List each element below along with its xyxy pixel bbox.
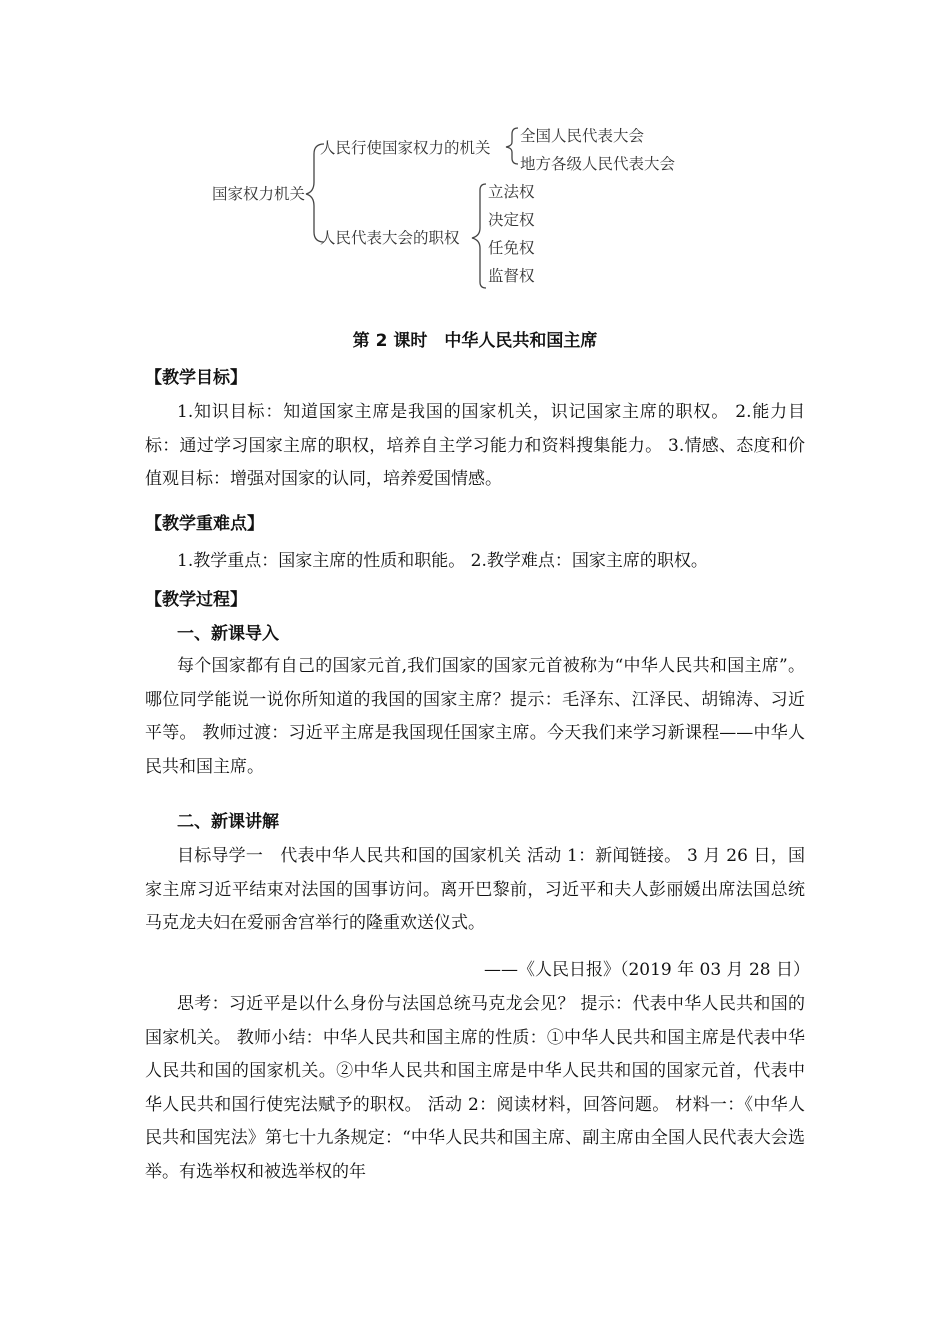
- lecture-heading: 二、新课讲解: [177, 812, 279, 832]
- key-points-text: 1.教学重点：国家主席的性质和职能。 2.教学难点：国家主席的职权。: [177, 551, 708, 571]
- diagram-branch2-item: 任免权: [488, 239, 535, 257]
- lecture-news-text: 目标导学一 代表中华人民共和国的国家机关 活动 1：新闻链接。 3 月 26 日，国家主席习近平结束对法国的国事访问。离开巴黎前，习近平和夫人彭丽媛出席法国总统马克龙夫妇在爱丽舍宫举行的隆重欢送仪式。: [145, 846, 805, 933]
- branch1-brace: [506, 128, 518, 164]
- diagram-branch1-item: 全国人民代表大会: [520, 127, 645, 145]
- lecture-summary-text: 思考：习近平是以什么身份与法国总统马克龙会见？ 提示：代表中华人民共和国的国家机关。 教师小结：中华人民共和国主席的性质：①中华人民共和国主席是代表中华人民共和国的国家机关。②中华人民共和国主席是中华人民共和国的国家元首，代表中华人民共和国行使宪法赋予的职权。 活动 2：阅读材料，回答问题。 材料一：《中华人民共和国宪法》第七十九条规定：“中华人民共和国主席、副主席由全国人民代表大会选举。有选举权和被选举权的年: [145, 994, 805, 1182]
- diagram-branch1-label: 人民行使国家权力的机关: [320, 139, 491, 157]
- brace-diagram: [200, 118, 720, 296]
- news-source: ——《人民日报》（2019 年 03 月 28 日）: [483, 960, 810, 980]
- process-heading: 【教学过程】: [145, 590, 247, 610]
- diagram-root: 国家权力机关: [212, 185, 306, 203]
- diagram-branch2-item: 立法权: [488, 183, 535, 201]
- diagram-branch2-item: 监督权: [488, 267, 535, 285]
- intro-text: 每个国家都有自己的国家元首,我们国家的国家元首被称为“中华人民共和国主席”。哪位同学能说一说你所知道的我国的国家主席？提示：毛泽东、江泽民、胡锦涛、习近平等。 教师过渡：习近平主席是我国现任国家主席。今天我们来学习新课程——中华人民共和国主席。: [145, 656, 805, 777]
- lesson-title: 第 2 课时 中华人民共和国主席: [352, 331, 598, 351]
- goals-text: 1.知识目标：知道国家主席是我国的国家机关，识记国家主席的职权。 2.能力目标：通过学习国家主席的职权，培养自主学习能力和资料搜集能力。 3.情感、态度和价值观目标：增强对国家的认同，培养爱国情感。: [145, 402, 805, 489]
- intro-heading: 一、新课导入: [177, 624, 279, 644]
- goals-heading: 【教学目标】: [145, 368, 247, 388]
- key-points-heading: 【教学重难点】: [145, 514, 264, 534]
- diagram-branch2-label: 人民代表大会的职权: [320, 229, 460, 247]
- diagram-branch1-item: 地方各级人民代表大会: [520, 155, 676, 173]
- diagram-branch2-item: 决定权: [488, 211, 535, 229]
- branch2-brace: [472, 184, 486, 288]
